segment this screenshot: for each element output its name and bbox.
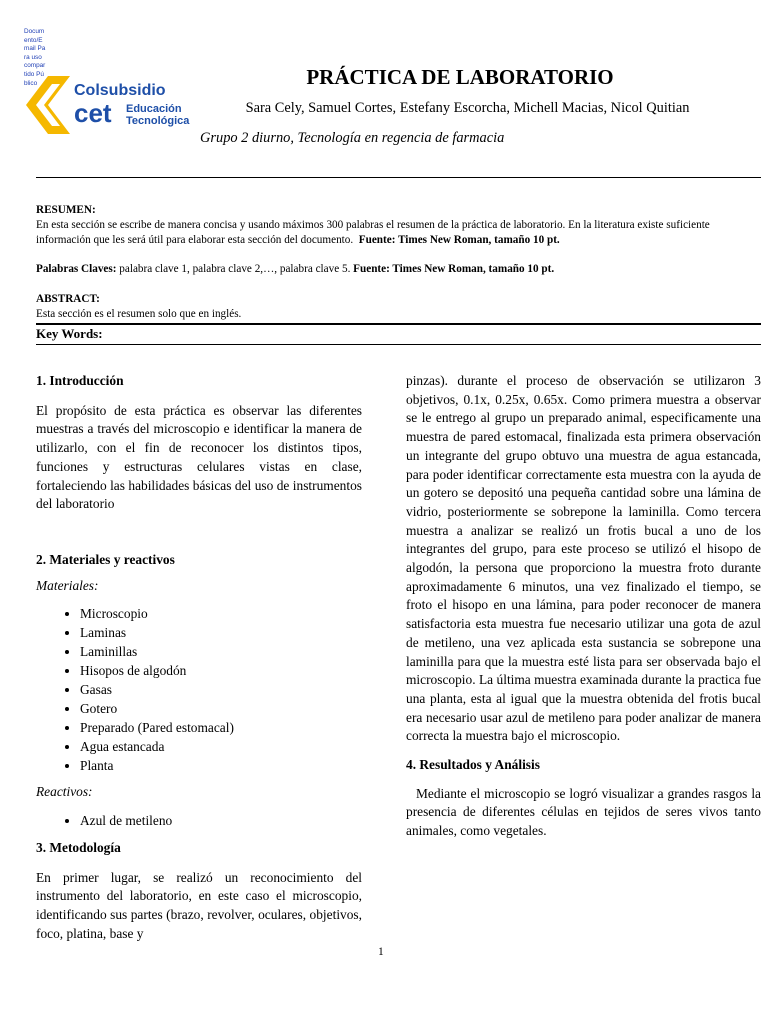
results-text: Mediante el microscopio se logró visualizar a grandes rasgos la presencia de diferentes células en tejidos de seres vivos tanto animales, como vegetales. (406, 785, 761, 839)
logo-line1: Educación (126, 103, 182, 115)
list-item: • Planta (80, 756, 362, 775)
logo-brand: Colsubsidio (74, 82, 166, 99)
method-heading: 3. Metodología (36, 840, 121, 856)
authors: Sara Cely, Samuel Cortes, Estefany Escorcha, Michell Macias, Nicol Quitian (245, 100, 690, 116)
intro-heading: 1. Introducción (36, 373, 124, 388)
resumen-font-note: Fuente: Times New Roman, tamaño 10 pt. (358, 234, 560, 246)
list-item: • Gasas (80, 680, 362, 699)
list-item: • Microscopio (80, 604, 362, 623)
logo-short: cet (74, 98, 112, 128)
right-column (406, 372, 761, 841)
logo-line2: Tecnológica (126, 115, 190, 127)
palabras-font-note: Fuente: Times New Roman, tamaño 10 pt. (353, 263, 555, 275)
page-title: PRÁCTICA DE LABORATORIO (306, 65, 614, 89)
keywords-label: Key Words: (36, 326, 103, 341)
results-heading: 4. Resultados y Análisis (406, 757, 540, 773)
list-item: • Laminas (80, 623, 362, 642)
method-text-right: pinzas). durante el proceso de observación se utilizaron 3 objetivos, 0.1x, 0.25x, 0.65x. Como primera muestra a observar se le entrego al grupo un preparado animal, especificamente una muestra de pared estomacal, finalizada esta primera observación un integrante del grupo obtuvo una muestra de agua estancada, para poder identificar correctamente esta muestra con la ayuda de un gotero se depositó una pequeña cantidad sobre una lámina de vidrio, posteriormente se sobrepone la laminilla. Como tercera muestra a analizar se realizó un frotis bucal a uno de los integrantes del grupo, para este proceso se utilizó el hisopo de algodón, la persona que proporciono la muestra froto durante aproximadamente 6 minutos, una vez finalizado el tiempo, se froto el hisopo en una lámina, para poder reconocer de manera satisfactoria esta muestra fue necesario utilizar una gota de azul de metileno, una vez aplicada esta sustancia se sobrepone una laminilla para que la muestra esté lista para ser observada bajo el microscopio. La última muestra examinada durante la practica fue una planta, esta al igual que la muestra obtenida del frotis bucal era necesario usar azul de metileno para poder analizar de manera correcta la muestra bajo el microscopio. (406, 373, 761, 744)
materials-label: Materiales: (36, 577, 99, 593)
abstract-text: Esta sección es el resumen solo que en inglés. (36, 308, 242, 320)
list-item: • Agua estancada (80, 737, 362, 756)
method-text-left: En primer lugar, se realizó un reconocimiento del instrumento del laboratorio, en este caso el microscopio, identificando sus partes (brazo, revolver, oculares, objetivos, foco, platina, base y (36, 869, 362, 941)
palabras-text: palabra clave 1, palabra clave 2,…, palabra clave 5. (119, 263, 351, 275)
intro-text: El propósito de esta práctica es observar las diferentes muestras a través del microscopio e identificar la manera de utilizarlo, con el fin de reconocer los distintos tipos, funciones y estructuras celulares vistas en clase, fortaleciendo las habilidades básicas del uso de instrumentos del laboratorio (36, 402, 362, 512)
left-column (36, 372, 362, 944)
abstract-label: ABSTRACT: (36, 293, 100, 305)
resumen-block (36, 203, 761, 248)
resumen-text: En esta sección se escribe de manera concisa y usando máximos 300 palabras el resumen de la práctica de laboratorio. En la literatura existe suficiente información que les será útil para elaborar esta sección del documento. (36, 219, 710, 246)
materials-list (36, 604, 362, 775)
list-item: • Gotero (80, 699, 362, 718)
reactivos-list (36, 811, 362, 830)
list-item: • Laminillas (80, 642, 362, 661)
colsubsidio-logo (26, 76, 206, 134)
materials-heading: 2. Materiales y reactivos (36, 551, 175, 567)
logo-mark (26, 76, 70, 134)
list-item: • Hisopos de algodón (80, 661, 362, 680)
list-item: • Preparado (Pared estomacal) (80, 718, 362, 737)
list-item: • Azul de metileno (80, 811, 362, 830)
palabras-block (36, 262, 761, 277)
divider (36, 323, 761, 325)
sidebar-note: Documento/Email Para uso compartido Público (24, 28, 46, 87)
page-number: 1 (378, 946, 384, 958)
resumen-label: RESUMEN: (36, 204, 96, 216)
divider (36, 177, 761, 178)
group-info: Grupo 2 diurno, Tecnología en regencia de farmacia (200, 130, 505, 146)
reactivos-label: Reactivos: (36, 784, 93, 800)
divider (36, 344, 761, 345)
abstract-block (36, 292, 761, 322)
palabras-label: Palabras Claves: (36, 263, 117, 275)
